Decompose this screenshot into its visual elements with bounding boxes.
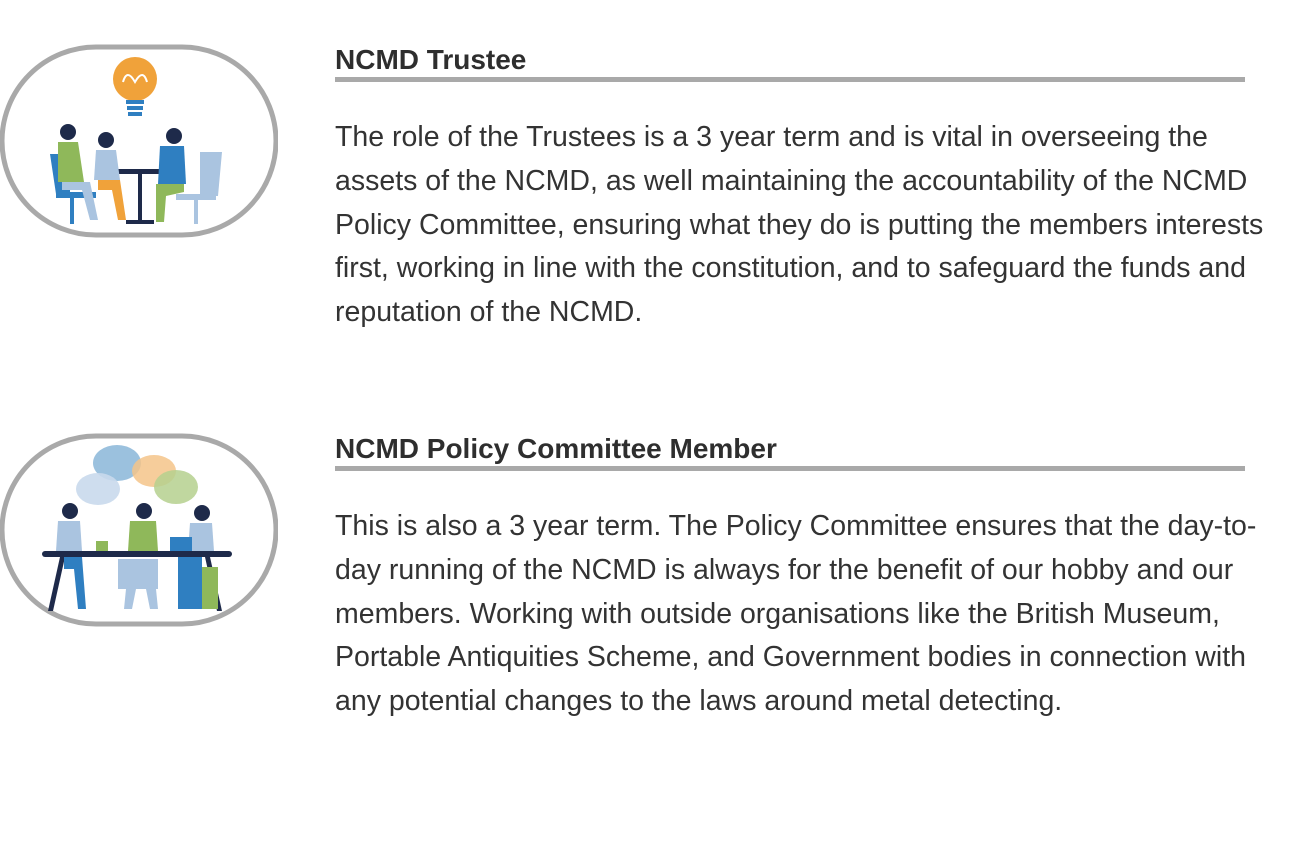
team-idea-lightbulb-icon xyxy=(0,44,278,238)
role-description: This is also a 3 year term. The Policy Committee ensures that the day-to-day running of the NCMD is always for the benefit of our hobby and our members. Working with outside organisations like the British Museum, Portable Antiquities Scheme, and Government bodies in connection with any potential changes to the laws around metal detecting. xyxy=(335,510,1257,718)
role-title: NCMD Policy Committee Member xyxy=(335,433,1245,471)
role-title: NCMD Trustee xyxy=(335,44,1245,82)
role-description: The role of the Trustees is a 3 year term and is vital in overseeing the assets of the NCMD, as well maintaining the accountability of the NCMD Policy Committee, ensuring what they do is putting the members interests first, working in line with the constitution, and to safeguard the funds and reputation of the NCMD. xyxy=(335,121,1264,329)
team-meeting-speech-bubbles-icon xyxy=(0,433,278,627)
